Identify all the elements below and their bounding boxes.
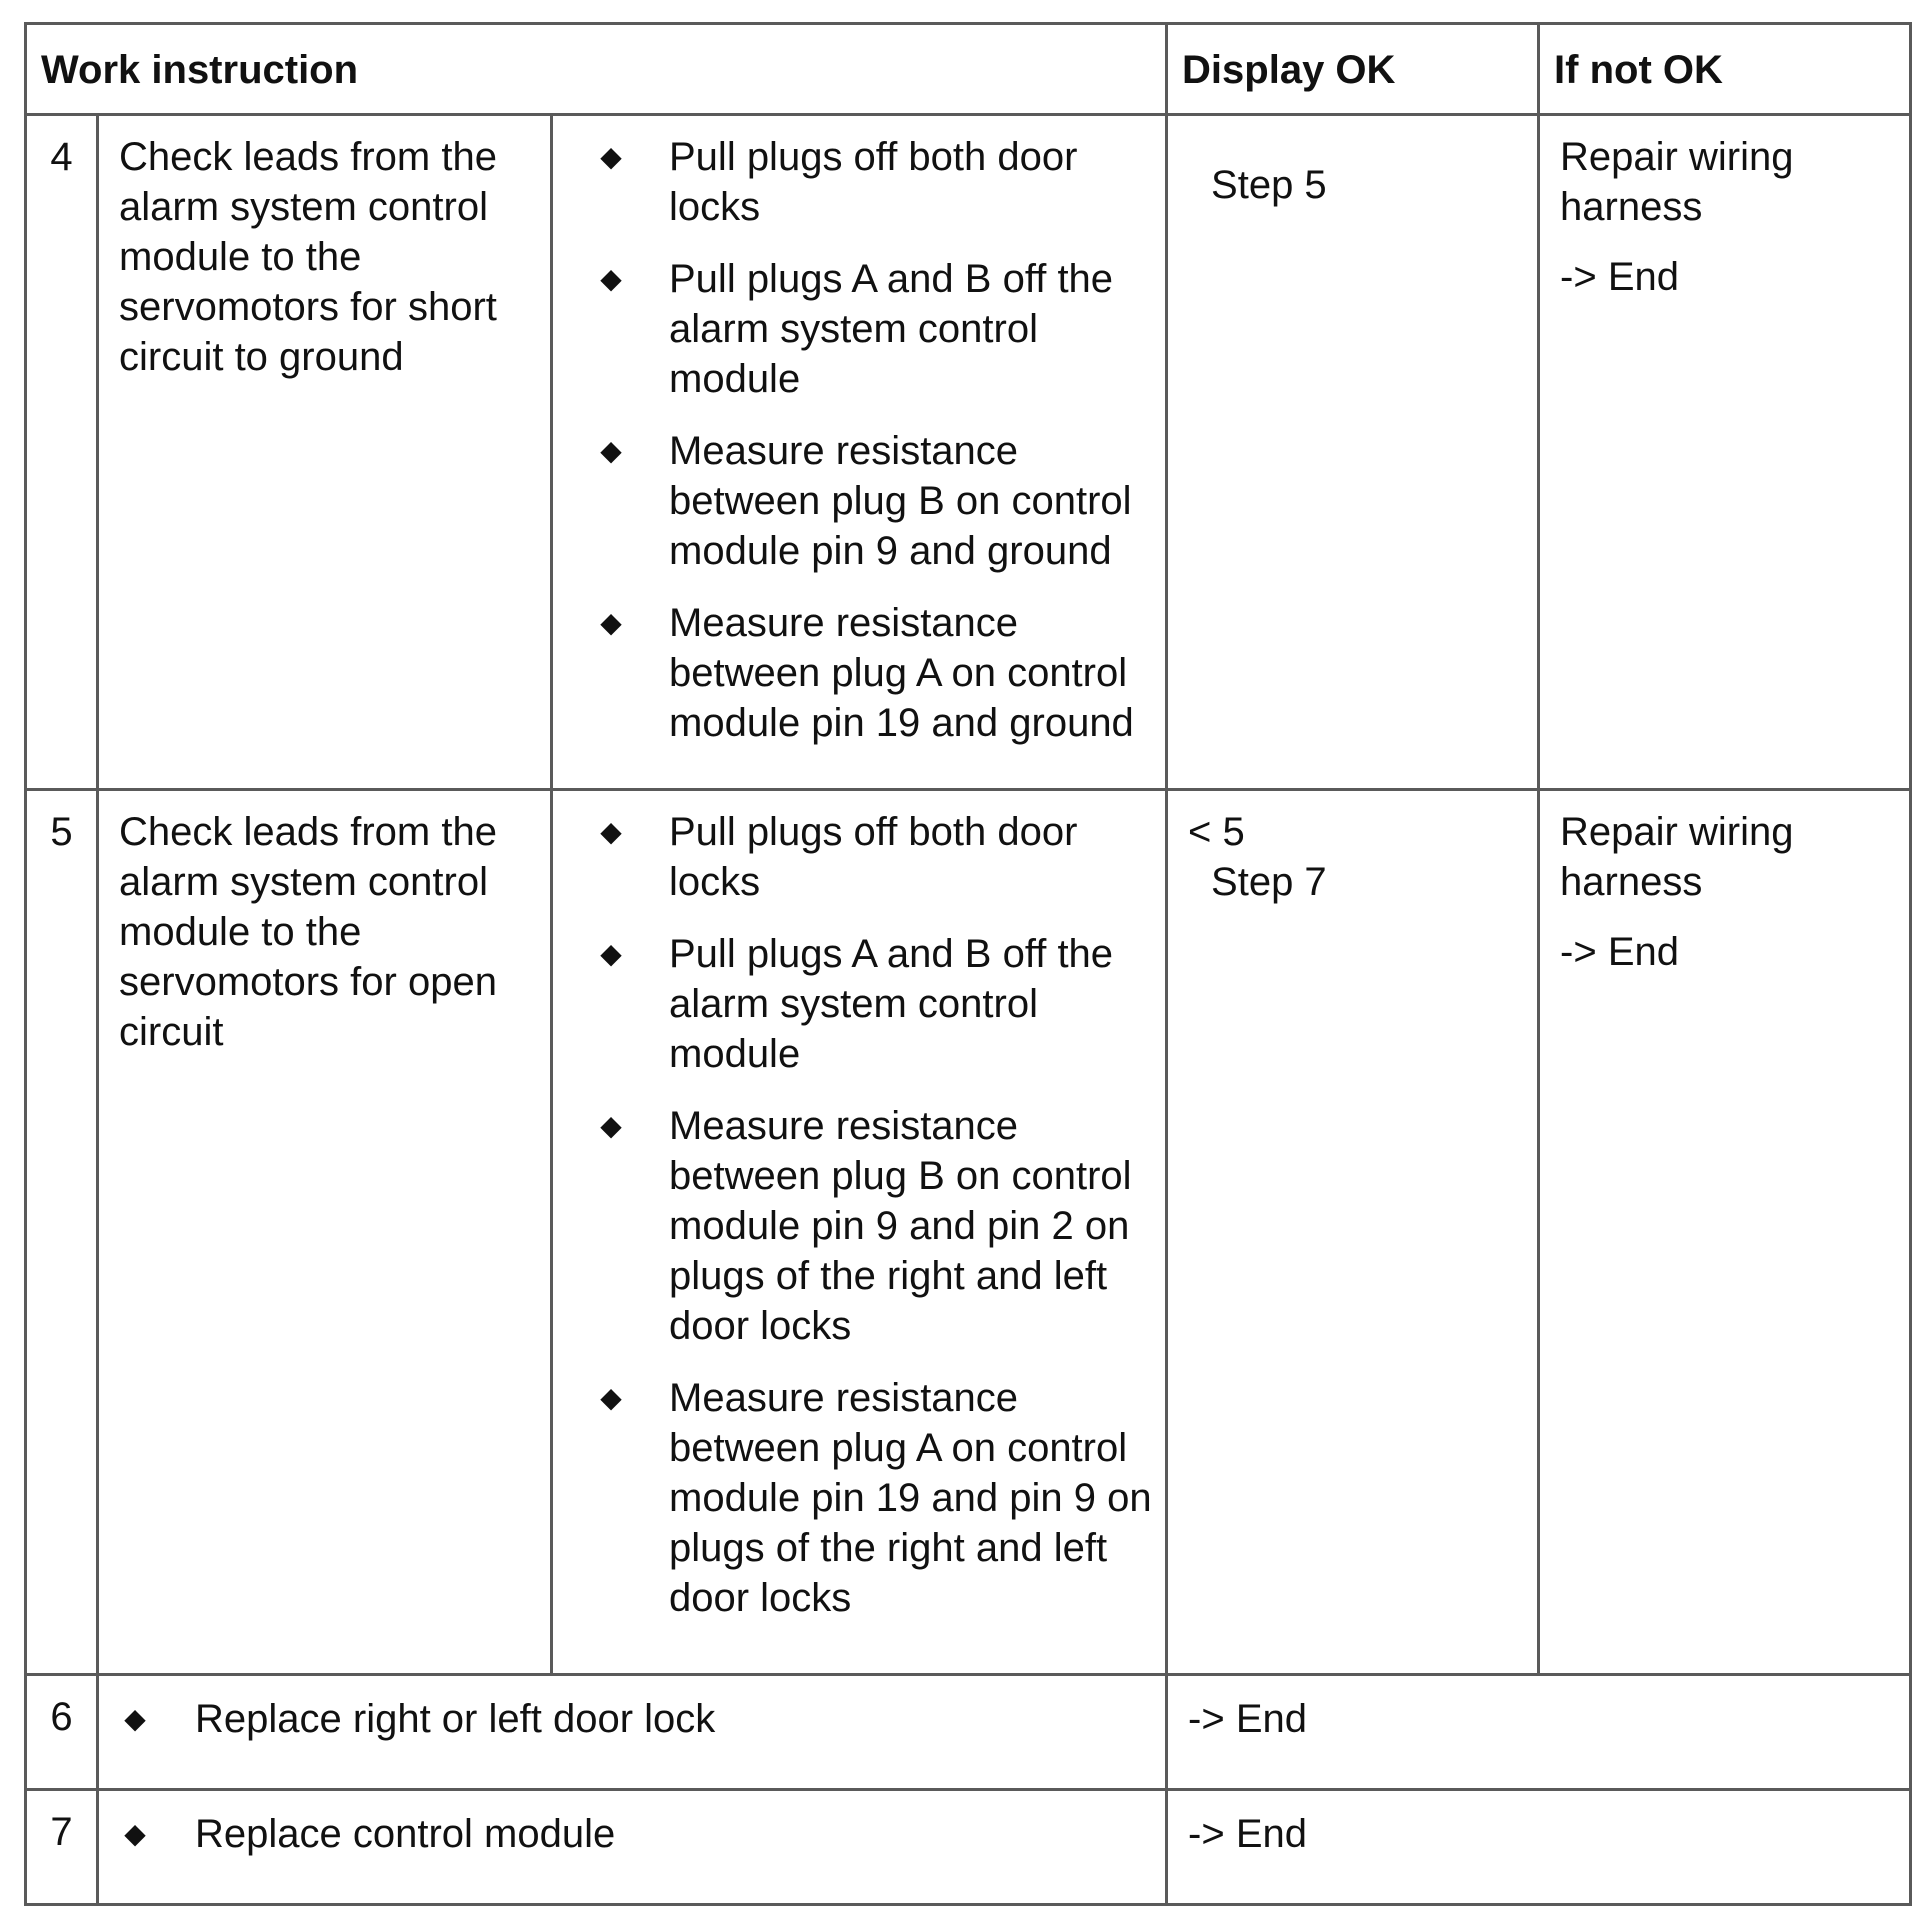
display-ok-cell (1167, 115, 1539, 790)
list-item (553, 132, 1157, 232)
list-item (553, 254, 1157, 404)
instruction-text: Replace right or left door lock (195, 1697, 716, 1741)
list-item (553, 426, 1157, 576)
step-number: 5 (26, 790, 98, 1675)
instruction-text: Replace control module (195, 1812, 616, 1856)
instruction-text: Measure resistance between plug A on control module pin 19 and pin 9 on plugs of the right and left door locks (669, 1376, 1152, 1620)
header-row (26, 24, 1911, 115)
instruction-text: Measure resistance between plug B on control module pin 9 and pin 2 on plugs of the right and left door locks (669, 1104, 1132, 1348)
diamond-bullet-icon: ◆ (600, 435, 622, 466)
step-instructions (98, 1790, 1167, 1905)
diamond-bullet-icon: ◆ (600, 263, 622, 294)
step-instructions (552, 115, 1167, 790)
table-row-step-4 (26, 115, 1911, 790)
table-row-step-6 (26, 1675, 1911, 1790)
work-instruction-table (24, 22, 1912, 1906)
diamond-bullet-icon: ◆ (600, 1382, 622, 1413)
header-display-ok: Display OK (1167, 24, 1539, 115)
instruction-text: Pull plugs A and B off the alarm system control module (669, 257, 1114, 401)
step-number: 7 (26, 1790, 98, 1905)
instruction-text: Measure resistance between plug B on control module pin 9 and ground (669, 429, 1132, 573)
list-item (553, 598, 1157, 748)
header-if-not-ok: If not OK (1539, 24, 1911, 115)
diamond-bullet-icon: ◆ (600, 607, 622, 638)
display-ok-next: Step 5 (1211, 163, 1327, 207)
list-item (99, 1809, 1157, 1859)
diamond-bullet-icon: ◆ (600, 1110, 622, 1141)
list-item (553, 1373, 1157, 1623)
instruction-text: Pull plugs A and B off the alarm system control module (669, 932, 1114, 1076)
diamond-bullet-icon: ◆ (600, 938, 622, 969)
diamond-bullet-icon: ◆ (124, 1818, 146, 1849)
if-not-ok-cell (1539, 115, 1911, 790)
display-ok-next: Step 7 (1211, 860, 1327, 904)
result-cell: -> End (1167, 1790, 1911, 1905)
instruction-text: Measure resistance between plug A on control module pin 19 and ground (669, 601, 1134, 745)
diamond-bullet-icon: ◆ (124, 1703, 146, 1734)
if-not-ok-cell (1539, 790, 1911, 1675)
display-ok-value: < 5 (1188, 810, 1245, 854)
table-row-step-5 (26, 790, 1911, 1675)
table-row-step-7 (26, 1790, 1911, 1905)
step-description: Check leads from the alarm system control module to the servomotors for open circuit (98, 790, 552, 1675)
if-not-ok-next: -> End (1560, 255, 1679, 299)
if-not-ok-next: -> End (1560, 930, 1679, 974)
instruction-text: Pull plugs off both door locks (669, 135, 1078, 229)
instruction-text: Pull plugs off both door locks (669, 810, 1078, 904)
diamond-bullet-icon: ◆ (600, 141, 622, 172)
step-instructions (98, 1675, 1167, 1790)
step-number: 4 (26, 115, 98, 790)
step-number: 6 (26, 1675, 98, 1790)
list-item (553, 929, 1157, 1079)
diamond-bullet-icon: ◆ (600, 816, 622, 847)
list-item (99, 1694, 1157, 1744)
display-ok-cell (1167, 790, 1539, 1675)
step-description: Check leads from the alarm system control module to the servomotors for short circuit to ground (98, 115, 552, 790)
if-not-ok-action: Repair wiring harness (1560, 135, 1794, 229)
if-not-ok-action: Repair wiring harness (1560, 810, 1794, 904)
list-item (553, 807, 1157, 907)
list-item (553, 1101, 1157, 1351)
step-instructions (552, 790, 1167, 1675)
header-work-instruction: Work instruction (26, 24, 1167, 115)
result-cell: -> End (1167, 1675, 1911, 1790)
